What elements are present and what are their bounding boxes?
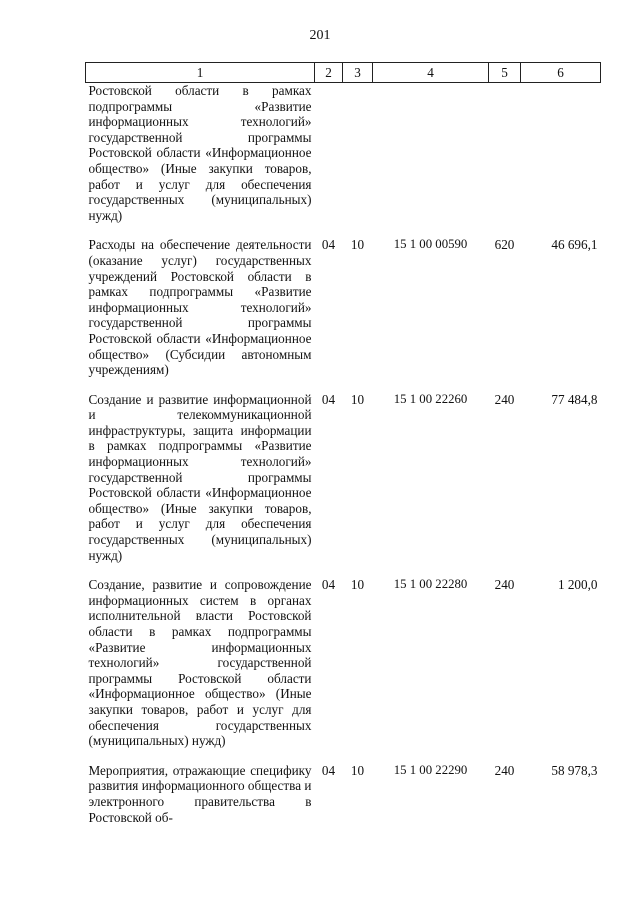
table-row [86,577,601,763]
row-section-code: 04 [321,577,336,593]
row-expense-type [489,83,521,238]
column-header-6: 6 [521,63,601,83]
table-header-row [86,63,601,83]
row-subsection-code: 10 [350,391,365,407]
table-row [86,763,601,825]
row-section-code: 04 [321,237,336,253]
row-section-code: 04 [321,391,336,407]
row-description: Создание, развитие и сопровождение информационных систем в органах исполнительной власти Ростовской области в рамках подпрограммы «Развитие информационных технологий» государственной программы Ростовской области «Информационное общество» (Иные закупки товаров, работ и услуг для обеспечения государственных (муниципальных) нужд) [88,577,312,749]
column-header-2: 2 [315,63,343,83]
column-header-4: 4 [373,63,489,83]
column-header-5: 5 [489,63,521,83]
row-subsection-code: 10 [350,762,365,778]
row-expense-type: 240 [494,762,515,778]
row-expense-type: 240 [494,577,515,593]
row-expense-type: 620 [494,237,515,253]
row-subsection-code [343,83,373,238]
column-header-1: 1 [86,63,315,83]
row-description: Расходы на обеспечение деятельности (оказание услуг) государственных учреждений Ростовской области в рамках подпрограммы «Развитие информационных технологий» государственной программы Ростовской области «Информационное общество» (Субсидии автономным учреждениям) [88,237,312,378]
row-target-article: 15 1 00 00590 [393,237,468,252]
table-row [86,392,601,578]
row-amount: 46 696,1 [551,237,598,253]
row-target-article: 15 1 00 22280 [393,577,468,592]
page-number: 201 [309,28,331,43]
table-row [86,237,601,391]
row-amount: 58 978,3 [551,762,598,778]
row-description: Создание и развитие информационной и телекоммуникационной инфраструктуры, защита информации в рамках подпрограммы «Развитие информационных технологий» государственной программы Ростовской области «Информационное общество» (Иные закупки товаров, работ и услуг для обеспечения государственных (муниципальных) нужд) [88,391,312,563]
row-expense-type: 240 [494,391,515,407]
row-description: Ростовской области в рамках подпрограммы «Развитие информационных технологий» государственной программы Ростовской области «Информационное общество» (Иные закупки товаров, работ и услуг для обеспечения государственных (муниципальных) нужд) [88,83,312,223]
row-section-code: 04 [321,762,336,778]
row-description: Мероприятия, отражающие специфику развития информационного общества и электронного правительства в Ростовской об- [88,762,312,825]
row-amount [521,83,601,238]
row-target-article: 15 1 00 22260 [393,391,468,406]
budget-table [85,62,601,825]
row-subsection-code: 10 [350,237,365,253]
table-row [86,83,601,238]
row-target-article: 15 1 00 22290 [393,762,468,777]
row-amount: 77 484,8 [551,391,598,407]
row-target-article [373,83,489,238]
column-header-3: 3 [343,63,373,83]
row-amount: 1 200,0 [557,577,598,593]
row-subsection-code: 10 [350,577,365,593]
row-section-code [315,83,343,238]
